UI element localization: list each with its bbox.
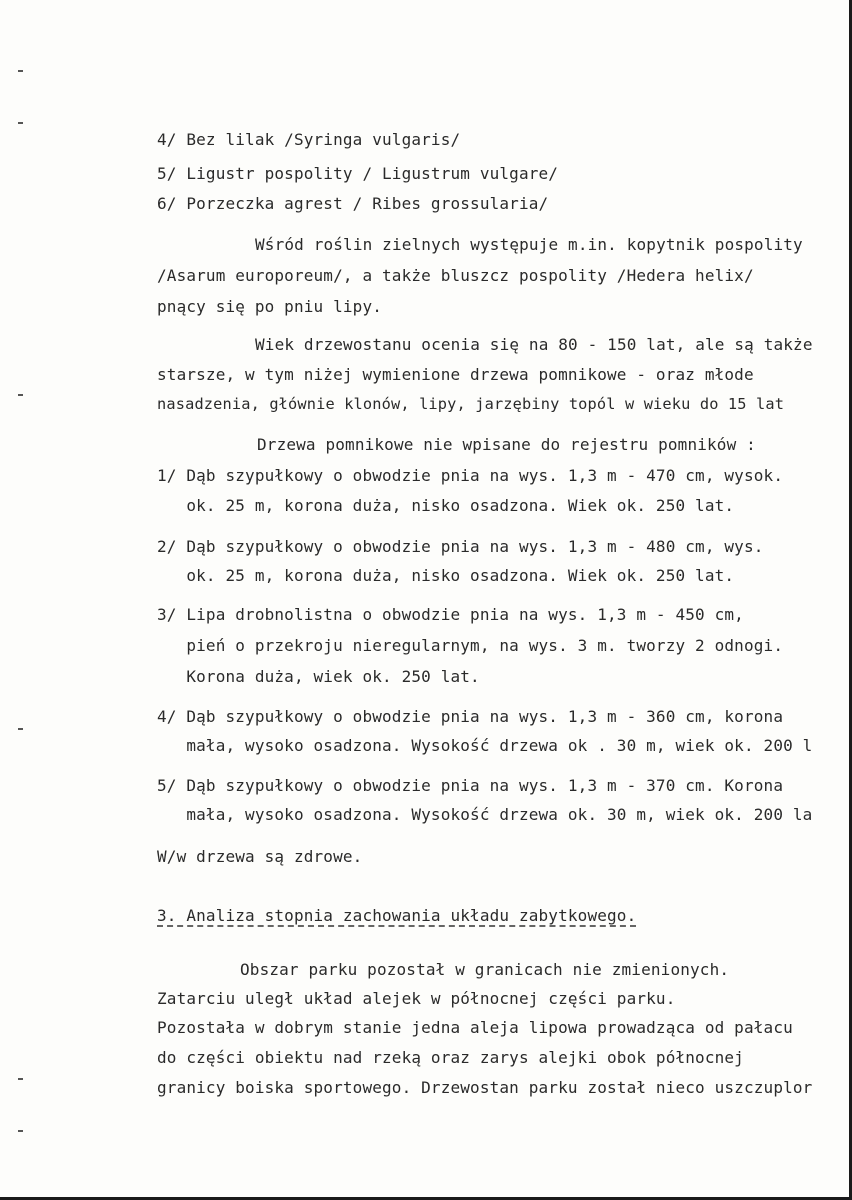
health-note: W/w drzewa są zdrowe. [157,847,363,866]
monument-line: 3/ Lipa drobnolistna o obwodzie pnia na wys. 1,3 m - 450 cm, [157,605,744,624]
monument-line: ok. 25 m, korona duża, nisko osadzona. Wiek ok. 250 lat. [157,496,735,515]
section-heading: 3. Analiza stopnia zachowania układu zabytkowego. [157,906,637,925]
margin-mark [18,1130,23,1132]
monument-line: pień o przekroju nieregularnym, na wys. 3 m. tworzy 2 odnogi. [157,636,784,655]
paragraph-line: Pozostała w dobrym stanie jedna aleja lipowa prowadząca od pałacu [157,1018,793,1037]
margin-mark [18,394,23,396]
paragraph-line: Wśród roślin zielnych występuje m.in. kopytnik pospolity [255,235,803,254]
species-item: 6/ Porzeczka agrest / Ribes grossularia/ [157,194,549,213]
species-item: 5/ Ligustr pospolity / Ligustrum vulgare/ [157,164,559,183]
paragraph-line: Zatarciu uległ układ alejek w północnej części parku. [157,989,676,1008]
monument-line: 5/ Dąb szypułkowy o obwodzie pnia na wys. 1,3 m - 370 cm. Korona [157,776,784,795]
monument-line: Korona duża, wiek ok. 250 lat. [157,667,480,686]
monuments-intro: Drzewa pomnikowe nie wpisane do rejestru pomników : [257,435,756,454]
paragraph-line: Wiek drzewostanu ocenia się na 80 - 150 lat, ale są także [255,335,813,354]
paragraph-line: starsze, w tym niżej wymienione drzewa pomnikowe - oraz młode [157,365,754,384]
paragraph-line: pnący się po pniu lipy. [157,297,383,316]
margin-mark [18,1078,23,1080]
margin-mark [18,70,23,72]
margin-mark [18,728,23,730]
monument-line: 4/ Dąb szypułkowy o obwodzie pnia na wys. 1,3 m - 360 cm, korona [157,707,784,726]
monument-line: mała, wysoko osadzona. Wysokość drzewa ok. 30 m, wiek ok. 200 la [157,805,813,824]
paragraph-line: do części obiektu nad rzeką oraz zarys alejki obok północnej [157,1048,744,1067]
paragraph-line: nasadzenia, głównie klonów, lipy, jarzębiny topól w wieku do 15 lat [157,395,785,413]
margin-mark [18,122,23,124]
monument-line: 1/ Dąb szypułkowy o obwodzie pnia na wys. 1,3 m - 470 cm, wysok. [157,466,784,485]
species-item: 4/ Bez lilak /Syringa vulgaris/ [157,130,461,149]
paragraph-line: /Asarum europoreum/, a także bluszcz pospolity /Hedera helix/ [157,266,754,285]
monument-line: 2/ Dąb szypułkowy o obwodzie pnia na wys. 1,3 m - 480 cm, wys. [157,537,764,556]
paragraph-line: granicy boiska sportowego. Drzewostan parku został nieco uszczuplor [157,1078,813,1097]
monument-line: mała, wysoko osadzona. Wysokość drzewa ok . 30 m, wiek ok. 200 l [157,736,813,755]
monument-line: ok. 25 m, korona duża, nisko osadzona. Wiek ok. 250 lat. [157,566,735,585]
paragraph-line: Obszar parku pozostał w granicach nie zmienionych. [240,960,730,979]
